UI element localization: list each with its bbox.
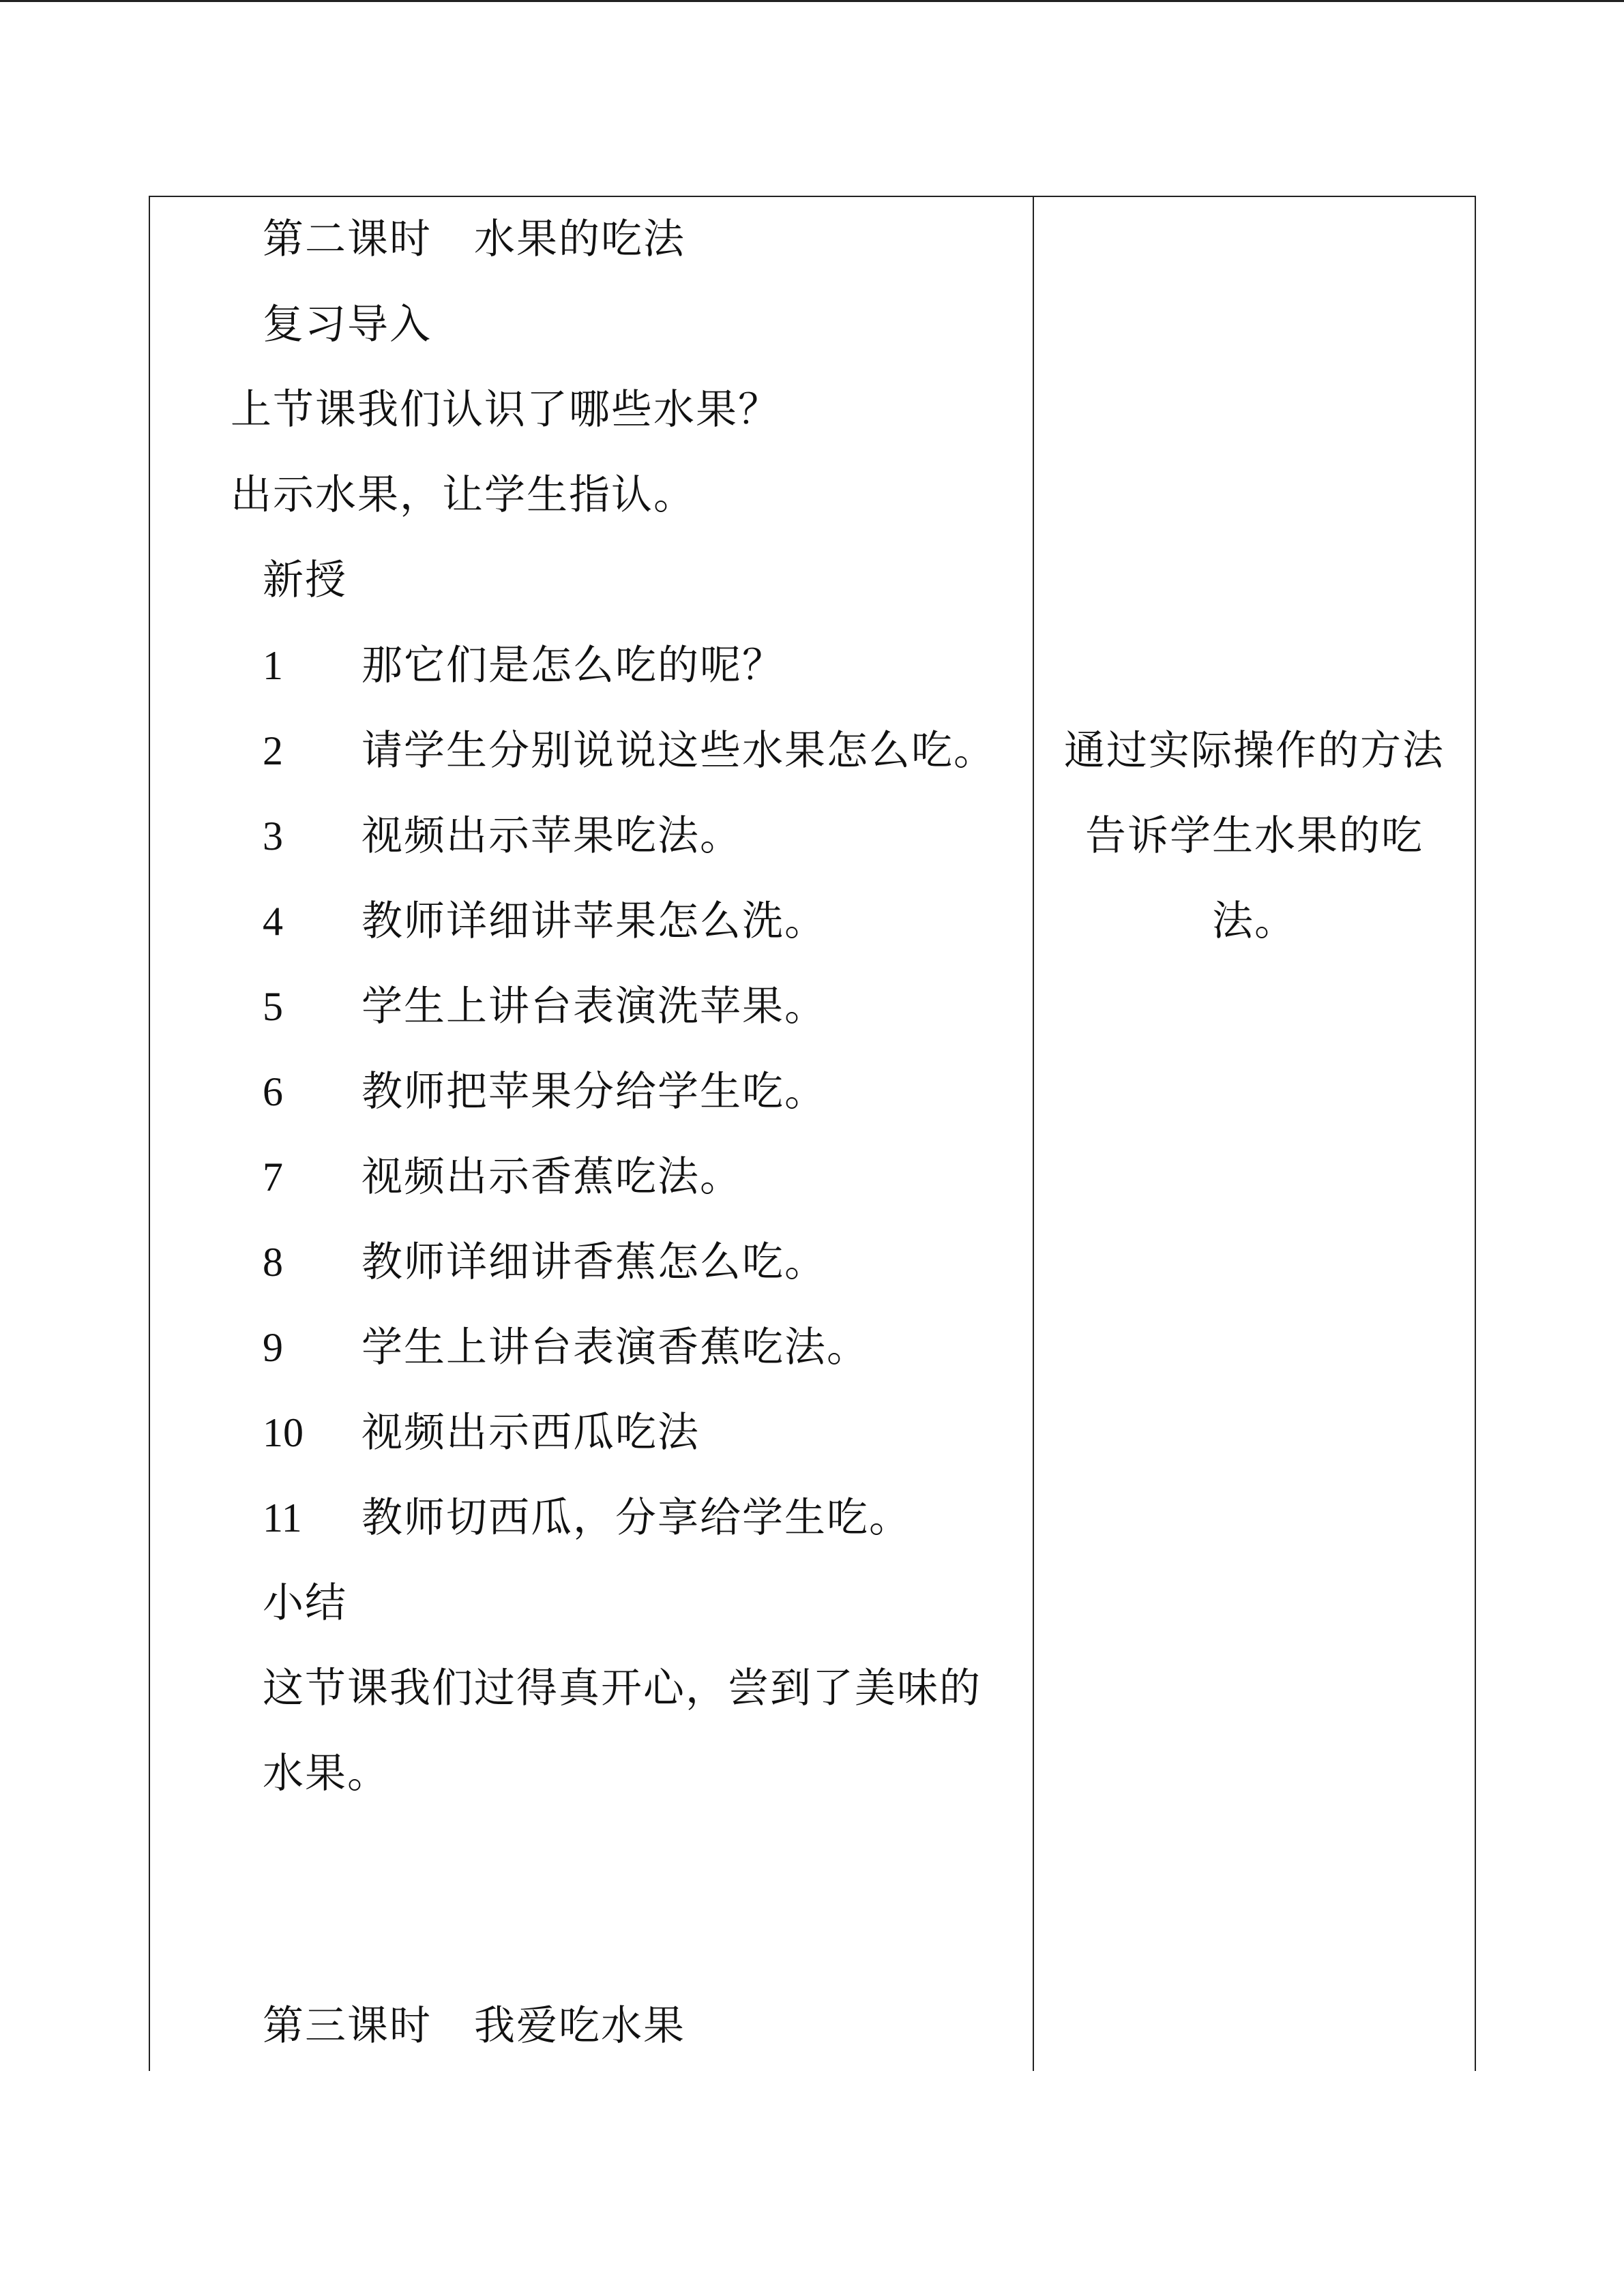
step-number: 8 [263,1240,283,1285]
step-text: 视频出示西瓜吃法 [361,1409,700,1457]
lesson-content-cell [149,196,1033,2071]
step-number: 7 [263,1154,283,1199]
step-number: 3 [263,814,283,859]
step-number: 9 [263,1325,283,1370]
design-note-line: 通过实际操作的方法 [1064,727,1445,775]
step-text: 视频出示香蕉吃法。 [361,1153,742,1201]
step-text: 教师切西瓜，分享给学生吃。 [361,1494,911,1542]
review-question: 上节课我们认识了哪些水果？ [231,386,780,434]
design-note-line: 告诉学生水果的吃 [1085,812,1423,860]
step-number: 1 [263,643,283,688]
new-lesson-heading: 新授 [263,556,347,604]
lesson3-title: 第三课时 我爱吃水果 [263,2002,685,2050]
page-top-edge [0,0,1624,2]
review-heading: 复习导入 [263,301,432,348]
step-text: 教师详细讲苹果怎么洗。 [361,897,827,945]
review-activity: 出示水果，让学生指认。 [231,471,696,519]
step-number: 2 [263,728,283,773]
step-text: 教师把苹果分给学生吃。 [361,1068,827,1116]
summary-line-2: 水果。 [263,1750,389,1798]
step-text: 请学生分别说说这些水果怎么吃。 [361,727,996,775]
step-text: 学生上讲台表演洗苹果。 [361,983,827,1030]
step-number: 5 [263,984,283,1029]
step-text: 学生上讲台表演香蕉吃法。 [361,1324,869,1371]
summary-line-1: 这节课我们过得真开心，尝到了美味的 [263,1665,981,1712]
step-number: 6 [263,1069,283,1114]
summary-heading: 小结 [263,1579,347,1627]
step-text: 那它们是怎么吃的呢？ [361,642,784,689]
design-note-cell [1034,196,1475,2071]
step-text: 教师详细讲香蕉怎么吃。 [361,1238,827,1286]
lesson2-title: 第二课时 水果的吃法 [263,215,685,263]
step-text: 视频出示苹果吃法。 [361,812,742,860]
step-number: 4 [263,899,283,944]
step-number: 10 [263,1410,304,1455]
design-note-line: 法。 [1212,897,1297,945]
step-number: 11 [263,1495,302,1540]
